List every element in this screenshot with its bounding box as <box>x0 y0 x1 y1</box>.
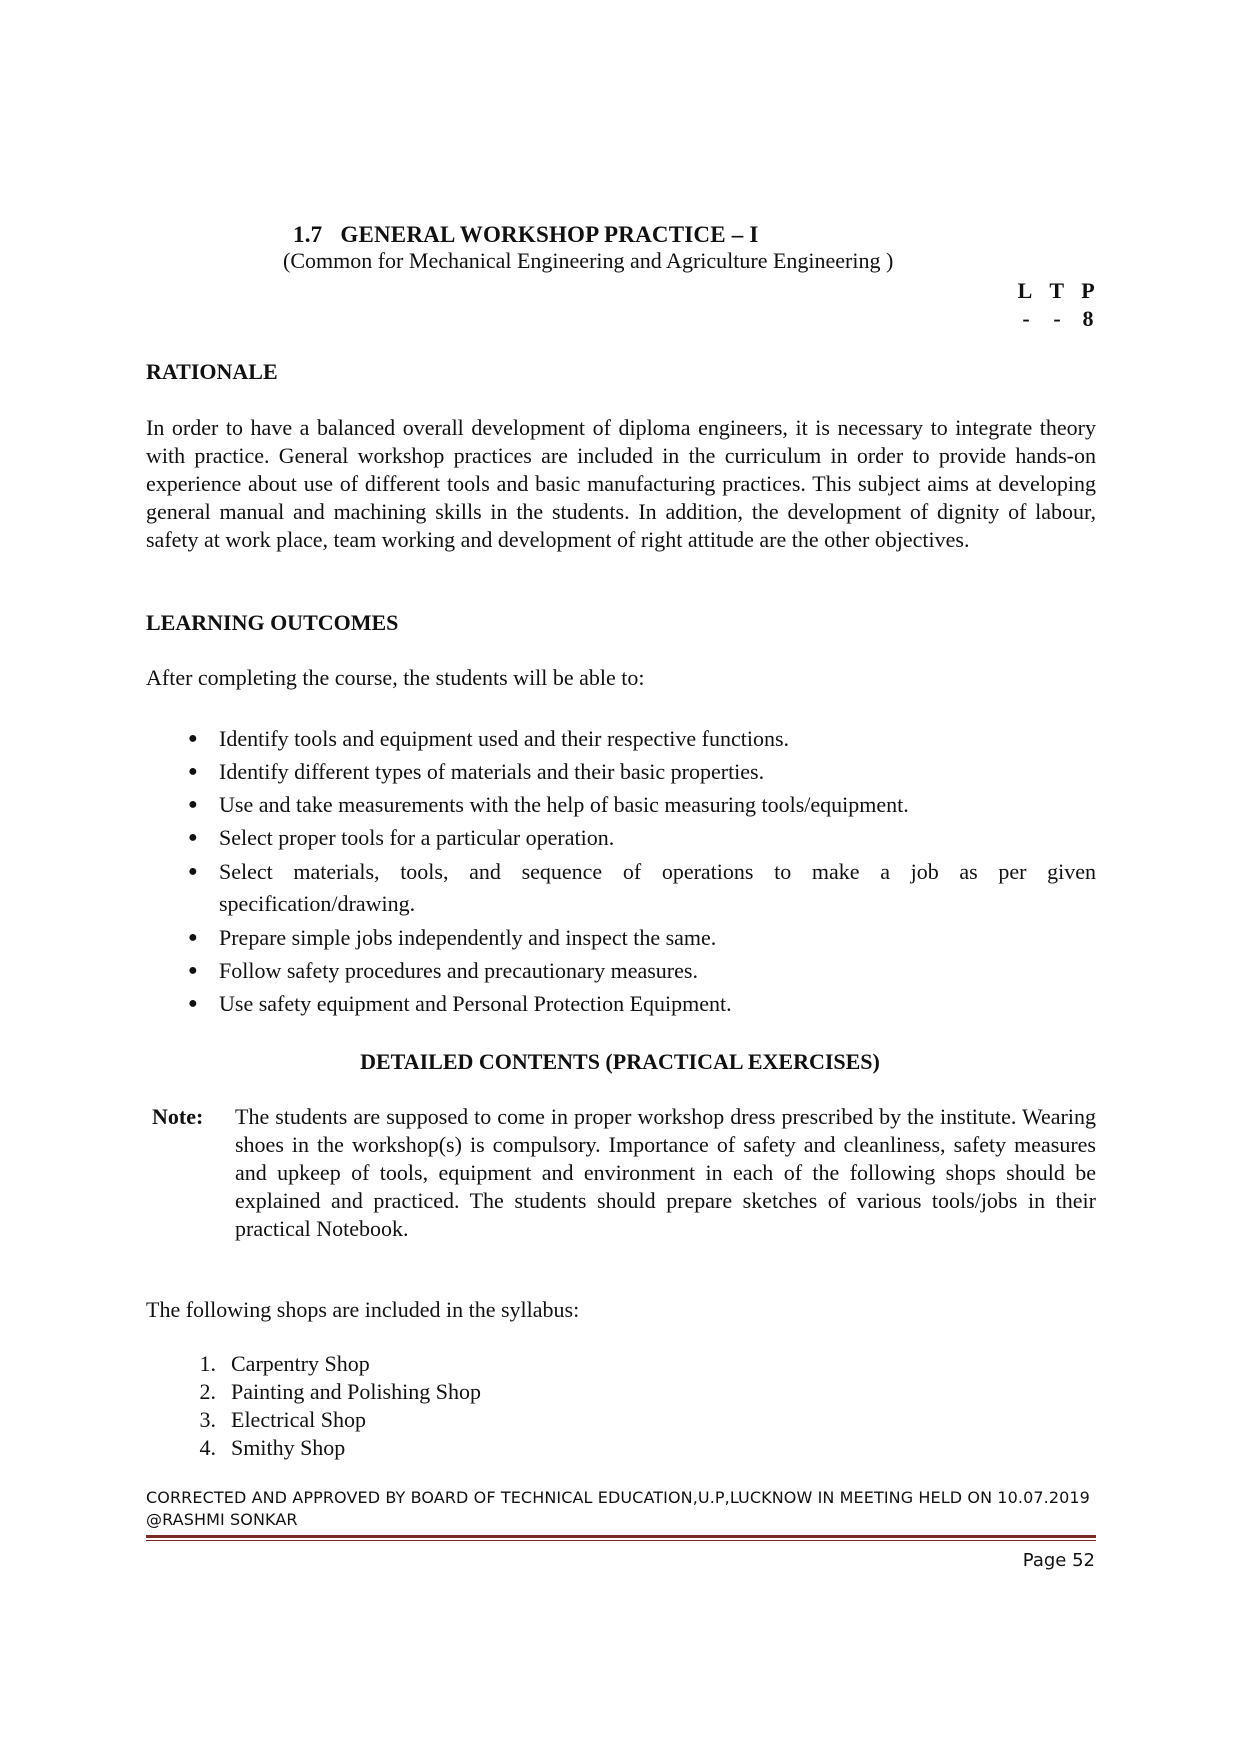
ltp-p-value: 8 <box>1082 306 1094 331</box>
list-item: ● Identify tools and equipment used and their respective functions. <box>146 724 1096 754</box>
course-number: 1.7 <box>293 222 323 247</box>
note-label: Note: <box>152 1104 204 1129</box>
list-item: ● Use safety equipment and Personal Protection Equipment. <box>146 989 1096 1019</box>
list-item: 3. Electrical Shop <box>199 1407 367 1432</box>
ltp-table <box>1005 277 1095 333</box>
learning-outcomes-heading: LEARNING OUTCOMES <box>146 610 399 635</box>
ltp-t: T <box>1049 278 1064 303</box>
list-item: 1. Carpentry Shop <box>199 1351 370 1376</box>
learning-outcomes-list <box>146 724 1096 1022</box>
bullet-icon: ● <box>188 763 198 780</box>
ltp-p: P <box>1081 278 1095 303</box>
ltp-value-row <box>1005 305 1095 333</box>
list-item: ● Prepare simple jobs independently and inspect the same. <box>146 923 1096 953</box>
shops-intro: The following shops are included in the syllabus: <box>146 1297 580 1322</box>
footer-rule <box>146 1535 1096 1538</box>
shops-list <box>146 1350 481 1462</box>
note-text: The students are supposed to come in proper workshop dress prescribed by the institute. Wearing shoes in the workshop(s) is compulsory. Importance of safety and cleanliness, safety measures and upkeep of tools, equipment and environment in each of the following shops should be explained and practiced. The students should prepare sketches of various tools/jobs in their practical Notebook. <box>235 1104 1096 1241</box>
rationale-heading: RATIONALE <box>146 359 278 384</box>
page-number: Page 52 <box>1022 1550 1095 1571</box>
rationale-paragraph: In order to have a balanced overall development of diploma engineers, it is necessary to integrate theory with practice. General workshop practices are included in the curriculum in order to provide hands-on experience about use of different tools and basic manufacturing practices. This subject aims at developing general manual and machining skills in the students. In addition, the development of dignity of labour, safety at work place, team working and development of right attitude are the other objectives. <box>146 415 1096 552</box>
learning-outcomes-intro: After completing the course, the students will be able to: <box>146 665 645 690</box>
list-item: ● Select proper tools for a particular operation. <box>146 823 1096 853</box>
list-item: ● Use and take measurements with the help of basic measuring tools/equipment. <box>146 790 1096 820</box>
footer-approval-note: CORRECTED AND APPROVED BY BOARD OF TECHNICAL EDUCATION,U.P,LUCKNOW IN MEETING HELD ON 10.07.2019 @RASHMI SONKAR <box>146 1488 1090 1529</box>
list-item: ● Follow safety procedures and precautionary measures. <box>146 956 1096 986</box>
course-title-text: GENERAL WORKSHOP PRACTICE – I <box>340 222 759 247</box>
bullet-icon: ● <box>188 730 198 747</box>
bullet-icon: ● <box>188 995 198 1012</box>
ltp-t-value: - <box>1053 306 1061 331</box>
course-title <box>293 222 759 248</box>
ltp-l-value: - <box>1022 306 1030 331</box>
list-item: 4. Smithy Shop <box>199 1435 346 1460</box>
bullet-icon: ● <box>188 863 198 880</box>
list-item: ● Identify different types of materials and their basic properties. <box>146 757 1096 787</box>
list-item: 2. Painting and Polishing Shop <box>199 1379 481 1404</box>
bullet-icon: ● <box>188 962 198 979</box>
course-subtitle: (Common for Mechanical Engineering and Agriculture Engineering ) <box>283 248 894 273</box>
list-item: ● Select materials, tools, and sequence of operations to make a job as per given specification/drawing. <box>146 856 1096 920</box>
bullet-icon: ● <box>188 929 198 946</box>
footer-rule-thin <box>146 1540 1096 1541</box>
bullet-icon: ● <box>188 796 198 813</box>
ltp-l: L <box>1017 278 1033 303</box>
bullet-icon: ● <box>188 829 198 846</box>
ltp-header-row <box>1005 277 1095 305</box>
detailed-contents-heading: DETAILED CONTENTS (PRACTICAL EXERCISES) <box>360 1049 880 1074</box>
